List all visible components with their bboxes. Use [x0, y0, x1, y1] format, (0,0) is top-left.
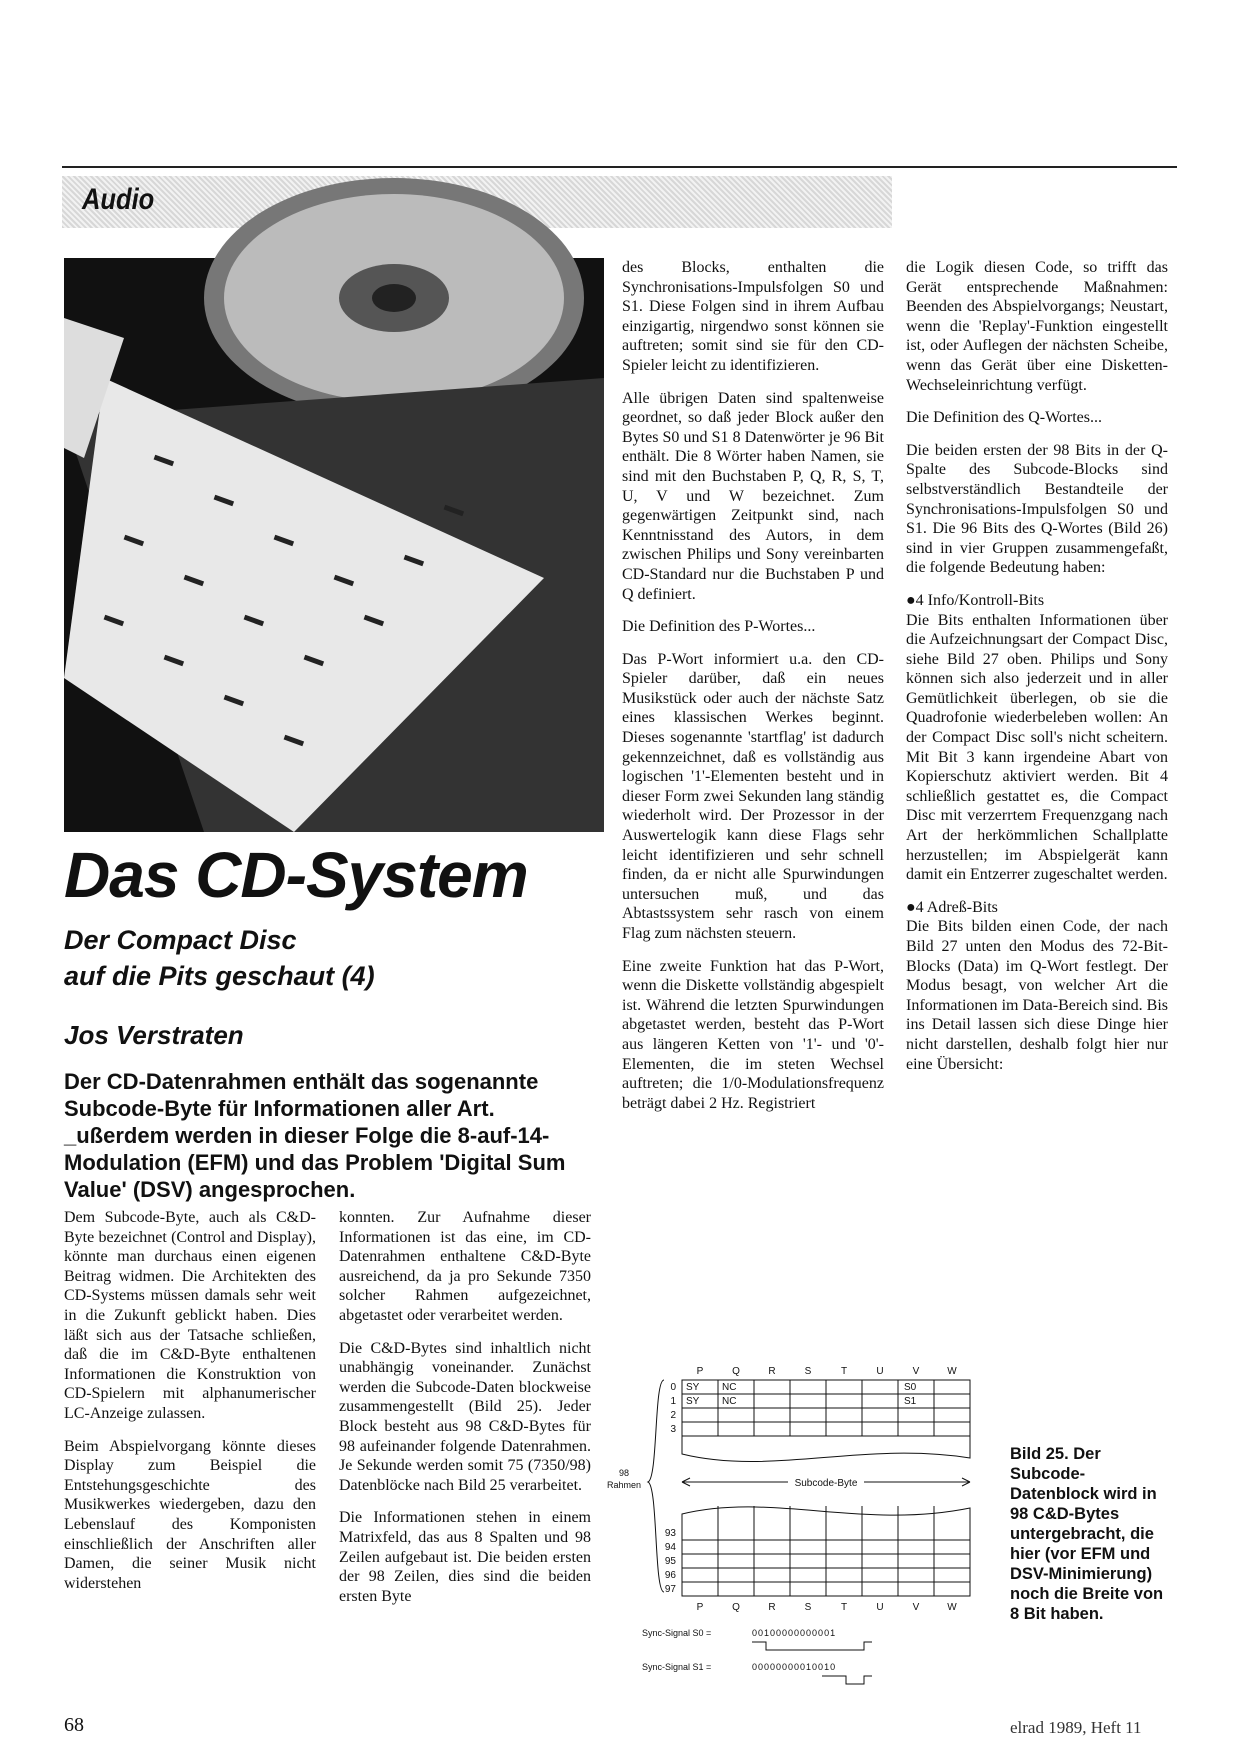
row-label: 2 [670, 1410, 676, 1421]
figure-caption: Bild 25. Der Subcode-Datenblock wird in 98 C&D-Bytes untergebracht, die hier (vor EFM und DSV-Minimierung) noch die Breite von 8 Bit haben. [1010, 1445, 1164, 1623]
paragraph: Beim Abspielvorgang könnte dieses Display zum Beispiel die Entstehungsgeschichte des Musikwerkes wiedergeben, dazu den Lebenslauf des Komponisten einschließlich der Anschriften aller Damen, die seiner Musik nicht widerstehen [64, 1437, 316, 1592]
sy-label: SY [686, 1396, 700, 1407]
column-label: V [912, 1366, 920, 1377]
nc-label: NC [722, 1396, 737, 1407]
frames-label: Rahmen [606, 1480, 642, 1490]
paragraph: Die Bits enthalten Informationen über die Aufzeichnungsart der Compact Disc, siehe Bild 27 oben. Philips und Sony können sich also jederzeit und in aller Gemütlichkeit überlegen, ob sie die Quadrofonie wiederbeleben wollen: An der Compact Disc soll's nicht scheitern. Mit Bit 3 kann irgendeine Abart von Kopierschutz aktiviert werden. Bit 4 schließlich gestattet es, die Compact Disc mit verzerrtem Frequenzgang nach Art der herkömmlichen Schallplatte herzustellen; im Abspielgerät kann damit ein Entzerrer zugeschaltet werden. [906, 611, 1168, 884]
row-label: 94 [664, 1542, 676, 1553]
row-label: 95 [664, 1556, 676, 1567]
column-label: S [804, 1602, 812, 1613]
article-author: Jos Verstraten [64, 1020, 244, 1050]
column-label: U [876, 1602, 884, 1613]
paragraph: Die Definition des P-Wortes... [622, 618, 816, 636]
column-label: R [768, 1602, 776, 1613]
frames-label: 98 [618, 1468, 630, 1478]
sync0-waveform [752, 1642, 872, 1650]
paragraph: Das P-Wort informiert u.a. den CD-Spieler darüber, daß ein neues Musikstück oder auch der nächste Satz eines klassischen Werkes beginnt. Dieses sogenannte 'startflag' ist dadurch gekennzeichnet, daß es vollständig aus logischen '1'-Elementen besteht und in dieser Form zwei Sekunden lang ständig wiederholt wird. Der Prozessor in der Auswertelogik kann diese Flags sehr leicht identifizieren und sehr schnell finden, da er nicht alle Spurwindungen untersuchen muß, und das Abtastssystem sehr rasch von einem Flag zum nächsten steuern. [622, 650, 884, 942]
subcode-label: Subcode-Byte [794, 1478, 858, 1489]
paragraph: Die beiden ersten der 98 Bits in der Q-Spalte des Subcode-Blocks sind selbstverständlich Bestandteile der Synchronisations-Impulsfolgen S0 und S1. Die 96 Bits des Q-Wortes (Bild 26) sind in vier Gruppen zusammengefaßt, die folgende Bedeutung haben: [906, 441, 1168, 577]
row-label: 0 [670, 1382, 676, 1393]
break-curve [682, 1436, 970, 1462]
article-subtitle [64, 922, 375, 994]
column-label: R [768, 1366, 776, 1377]
column-label: S [804, 1366, 812, 1377]
paragraph: die Logik diesen Code, so trifft das Gerät entsprechende Maßnahmen: Beenden des Abspielvorgangs; Neustart, wenn die 'Replay'-Funktion eingestellt ist, oder Auflegen der nächsten Scheibe, wenn das Gerät über eine Disketten-Wechseleinrichtung verfügt. [906, 259, 1168, 394]
column-label: V [912, 1602, 920, 1613]
paragraph: Dem Subcode-Byte, auch als C&D-Byte bezeichnet (Control and Display), könnte man durchaus einen eigenen Beitrag widmen. Die Architekten des CD-Systems müssen damals sehr weit in die Zukunft geblickt haben. Dies läßt sich aus der Tatsache schließen, daß die im C&D-Byte enthaltenen Informationen die Konstruktion von CD-Spielern mit alphanumerischer LC-Anzeige zulassen. [64, 1209, 316, 1422]
text-column-4 [906, 258, 1168, 1087]
sy-label: SY [686, 1382, 700, 1393]
cd-player-photo [64, 258, 604, 832]
row-label: 96 [664, 1570, 676, 1581]
text-column-1 [64, 1208, 316, 1606]
sync1-waveform [822, 1676, 872, 1684]
s1-label: S1 [904, 1396, 917, 1407]
text-column-3 [622, 258, 884, 1126]
paragraph: des Blocks, enthalten die Synchronisations-Impulsfolgen S0 und S1. Diese Folgen sind in ihrem Aufbau einzigartig, nirgendwo sonst können sie auftreten; somit sind sie für den CD-Spieler leicht zu identifizieren. [622, 259, 884, 374]
header-rule [62, 166, 1177, 168]
column-label: T [840, 1366, 848, 1377]
issue-footer: elrad 1989, Heft 11 [1010, 1718, 1142, 1737]
sync1-label: Sync-Signal S1 = [642, 1662, 712, 1672]
subtitle-line-2: auf die Pits geschaut (4) [64, 961, 375, 991]
paragraph: Die C&D-Bytes sind inhaltlich nicht unabhängig voneinander. Zunächst werden die Subcode-Daten blockweise zusammengestellt (Bild 25). Jeder Block besteht aus 98 C&D-Bytes für 98 aufeinander folgende Datenrahmen. Je Sekunde werden somit 75 (7350/98) Datenblöcke nach Bild 25 verarbeitet. [339, 1339, 591, 1494]
column-label: Q [732, 1602, 740, 1613]
column-label: W [947, 1366, 957, 1377]
s0-label: S0 [904, 1382, 917, 1393]
paragraph: Alle übrigen Daten sind spaltenweise geordnet, so daß jeder Block außer den Bytes S0 und S1 8 Datenwörter je 96 Bit enthält. Die 8 Wörter haben Namen, sie sind mit den Buchstaben P, Q, R, S, T, U, V und W bezeichnet. Zum gegenwärtigen Zeitpunkt sind, nach Kenntnisstand des Autors, in dem zwischen Philips und Sony vereinbarten CD-Standard nur die Buchstaben P und Q definiert. [622, 389, 884, 603]
row-label: 97 [664, 1584, 676, 1595]
column-label: U [876, 1366, 884, 1377]
row-label: 93 [664, 1528, 676, 1539]
paragraph: konnten. Zur Aufnahme dieser Informationen ist das eine, im CD-Datenrahmen enthaltene C&D-Byte ausreichend, da ja pro Sekunde 7350 solcher Rahmen aufgezeichnet, abgetastet oder verarbeitet werden. [339, 1209, 591, 1324]
row-label: 1 [670, 1396, 676, 1407]
column-label: T [840, 1602, 848, 1613]
column-label: P [696, 1602, 704, 1613]
article-title: Das CD-System [64, 839, 528, 911]
row-label: 3 [670, 1424, 676, 1435]
column-label: W [947, 1602, 957, 1613]
sync0-bits: 00100000000001 [752, 1628, 837, 1638]
page-number: 68 [64, 1714, 84, 1736]
column-label: Q [732, 1366, 740, 1377]
subtitle-line-1: Der Compact Disc [64, 925, 297, 955]
paragraph: Die Informationen stehen in einem Matrixfeld, das aus 8 Spalten und 98 Zeilen aufgebaut ist. Die beiden ersten der 98 Zeilen, dies sind die beiden ersten Byte [339, 1509, 591, 1605]
sync1-bits: 00000000010010 [752, 1662, 837, 1672]
column-label: P [696, 1366, 704, 1377]
sync0-label: Sync-Signal S0 = [642, 1628, 712, 1638]
paragraph: Die Bits bilden einen Code, der nach Bild 27 unten den Modus des 72-Bit-Blocks (Data) im Q-Wort festlegt. Der Modus besagt, von welcher Art die Informationen im Data-Bereich sind. Bis ins Detail lassen sich diese Dinge hier nicht darstellen, deshalb folgt hier nur eine Übersicht: [906, 918, 1168, 1073]
bullet-heading: ●4 Adreß-Bits [906, 898, 998, 916]
frames-brace [648, 1380, 664, 1592]
subcode-block-diagram [606, 1362, 1002, 1702]
paragraph: Eine zweite Funktion hat das P-Wort, wenn die Diskette vollständig abgespielt ist. Während die letzten Spurwindungen abgetastet werden, besteht das P-Wort aus längeren Ketten von '1'- und '0'-Elementen, die im steten Wechsel auftreten; die 1/0-Modulationsfrequenz beträgt dabei 2 Hz. Registriert [622, 957, 884, 1112]
text-column-2 [339, 1208, 591, 1619]
article-lead: Der CD-Datenrahmen enthält das sogenannte Subcode-Byte für Informationen aller Art. _ußerdem werden in dieser Folge die 8-auf-14-Modulation (EFM) und das Problem 'Digital Sum Value' (DSV) angesprochen. [64, 1069, 566, 1202]
nc-label: NC [722, 1382, 737, 1393]
bullet-heading: ●4 Info/Kontroll-Bits [906, 591, 1045, 609]
section-label: Audio [82, 183, 155, 216]
paragraph: Die Definition des Q-Wortes... [906, 409, 1102, 427]
